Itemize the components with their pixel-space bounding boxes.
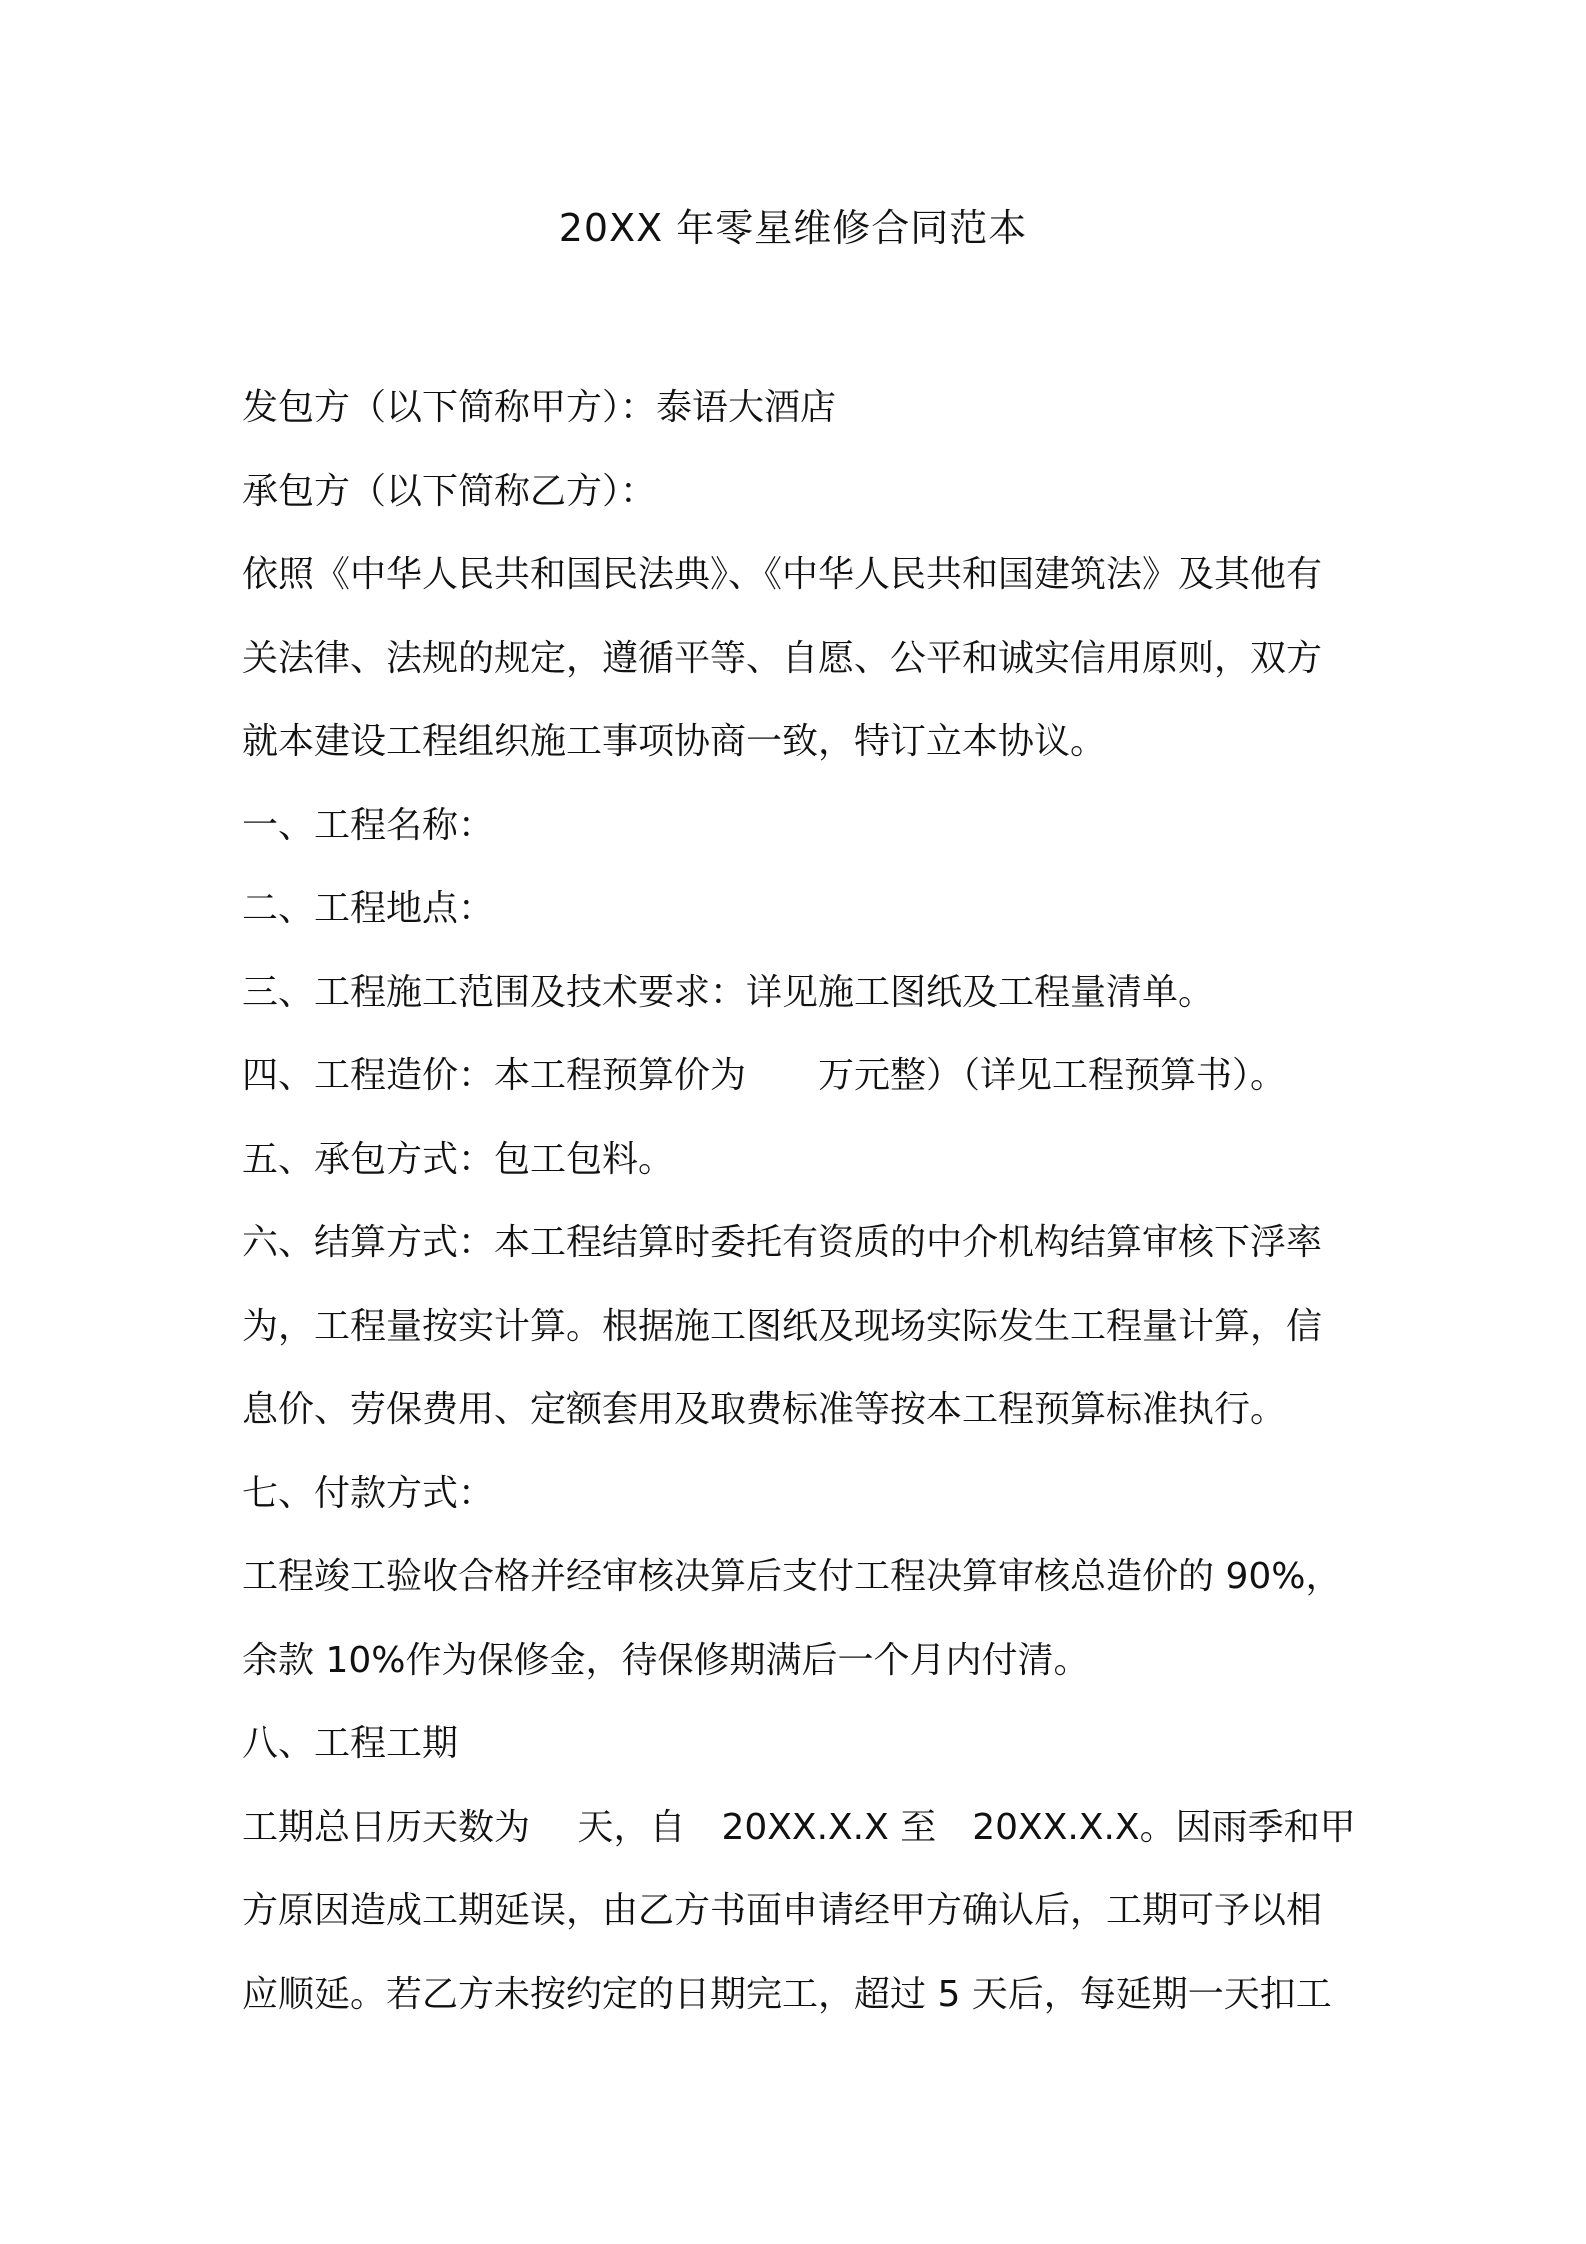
clause-2-project-location: 二、工程地点： (242, 888, 495, 929)
clause-4-cost: 四、工程造价：本工程预算价为 万元整）（详见工程预算书）。 (242, 1055, 1287, 1096)
clause-8-schedule-heading: 八、工程工期 (242, 1723, 459, 1764)
document-title: 20XX 年零星维修合同范本 (558, 206, 1028, 250)
clause-6-settlement-line-1: 六、结算方式：本工程结算时委托有资质的中介机构结算审核下浮率 (242, 1222, 1323, 1263)
clause-8-schedule-line-2: 方原因造成工期延误，由乙方书面申请经甲方确认后，工期可予以相 (242, 1890, 1323, 1931)
clause-5-contract-method: 五、承包方式：包工包料。 (242, 1138, 675, 1180)
clause-6-settlement-line-3: 息价、劳保费用、定额套用及取费标准等按本工程预算标准执行。 (242, 1389, 1287, 1430)
clause-6-settlement-line-2: 为，工程量按实计算。根据施工图纸及现场实际发生工程量计算，信 (242, 1305, 1323, 1347)
clause-1-project-name: 一、工程名称： (242, 804, 495, 846)
clause-3-scope: 三、工程施工范围及技术要求：详见施工图纸及工程量清单。 (242, 971, 1215, 1013)
clause-7-payment-line-2: 余款 10%作为保修金，待保修期满后一个月内付清。 (242, 1639, 1090, 1681)
party-a-line: 发包方（以下简称甲方）：泰语大酒店 (242, 387, 837, 428)
clause-7-payment-heading: 七、付款方式： (242, 1472, 495, 1514)
preamble-line-1: 依照《中华人民共和国民法典》、《中华人民共和国建筑法》及其他有 (242, 554, 1323, 595)
clause-8-schedule-line-1: 工期总日历天数为 天，自 20XX.X.X 至 20XX.X.X。因雨季和甲 (242, 1806, 1356, 1848)
preamble-line-2: 关法律、法规的规定，遵循平等、自愿、公平和诚实信用原则，双方 (242, 637, 1323, 679)
document-body (242, 366, 1362, 2036)
clause-8-schedule-line-3: 应顺延。若乙方未按约定的日期完工，超过 5 天后，每延期一天扣工 (242, 1973, 1332, 2015)
clause-7-payment-line-1: 工程竣工验收合格并经审核决算后支付工程决算审核总造价的 90%， (242, 1556, 1342, 1597)
preamble-line-3: 就本建设工程组织施工事项协商一致，特订立本协议。 (242, 721, 1107, 762)
party-b-line: 承包方（以下简称乙方）： (242, 470, 657, 512)
